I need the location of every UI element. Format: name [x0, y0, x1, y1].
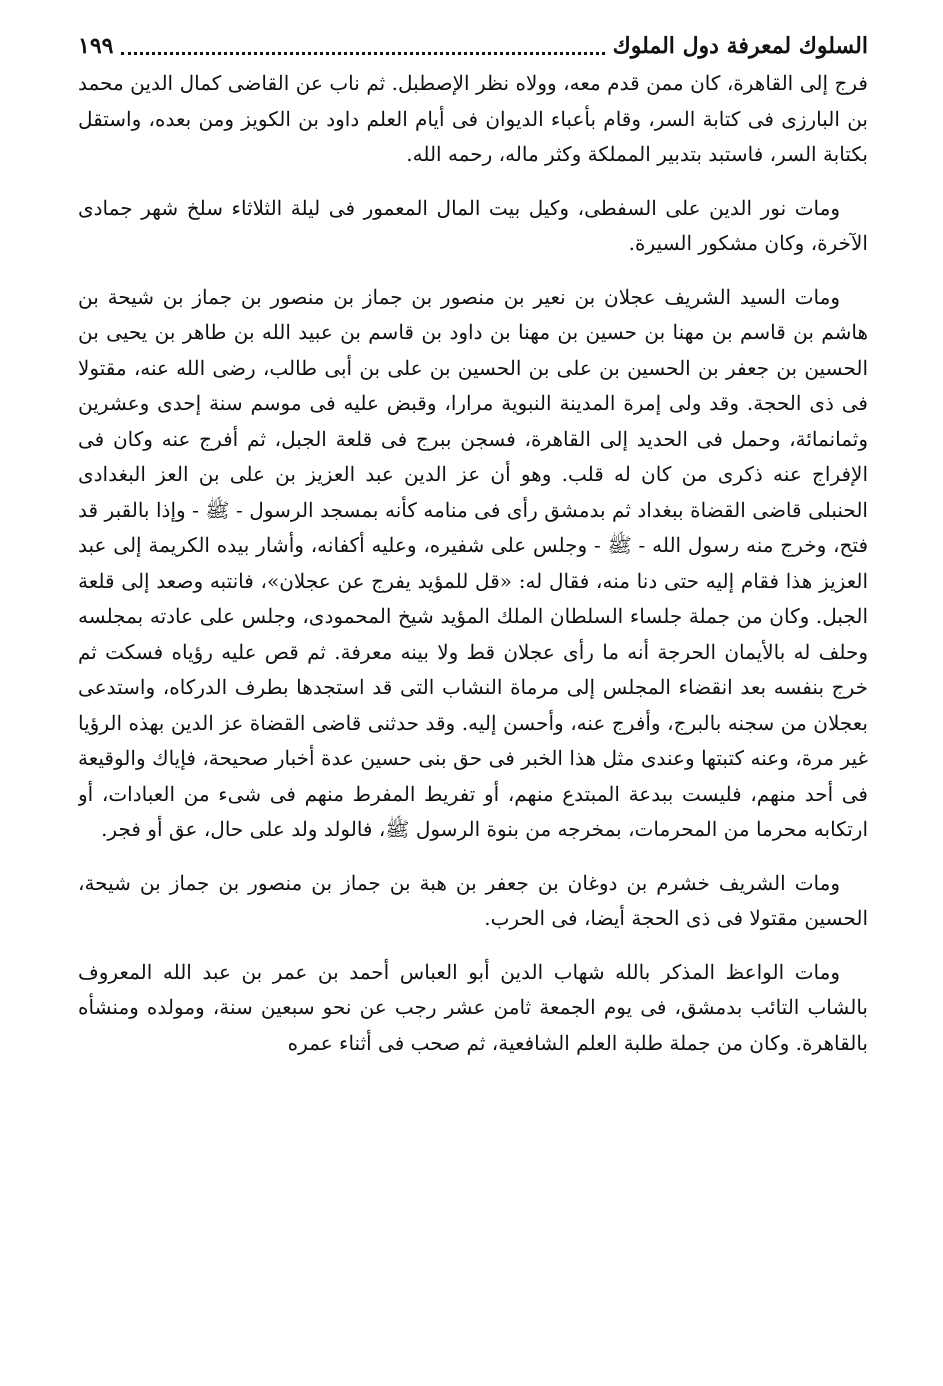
paragraph-ajlan: ومات السيد الشريف عجلان بن نعير بن منصور بن جماز بن منصور بن جماز بن شيحة بن هاشم بن قاسم بن مهنا بن حسين بن مهنا بن داود بن قاسم بن عبيد الله بن طاهر بن يحيى بن الحسين بن جعفر بن الحسين بن على بن الحسين بن على بن أبى طالب، رضى الله عنه، مقتولا فى ذى الحجة. وقد ولى إمرة المدينة النبوية مرارا، وقبض عليه فى موسم سنة إحدى وعشرين وثمانمائة، وحمل فى الحديد إلى القاهرة، فسجن ببرج فى قلعة الجبل، ثم أفرج عنه وكان فى الإفراج عنه ذكرى من كان له قلب. وهو أن عز الدين عبد العزيز بن على بن العز البغدادى الحنبلى قاضى القضاة ببغداد ثم بدمشق رأى فى منامه كأنه بمسجد الرسول - ﷺ - وإذا بالقبر قد فتح، وخرج منه رسول الله - ﷺ - وجلس على شفيره، وعليه أكفانه، وأشار بيده الكريمة إلى عبد العزيز هذا فقام إليه حتى دنا منه، فقال له: «قل للمؤيد يفرج عن عجلان»، فانتبه وصعد إلى قلعة الجبل. وكان من جملة جلساء السلطان الملك المؤيد شيخ المحمودى، وجلس على عادته بمجلسه وحلف له بالأيمان الحرجة أنه ما رأى عجلان قط ولا بينه معرفة. ثم قص عليه رؤياه فسكت ثم خرج بنفسه بعد انقضاء المجلس إلى مرماة النشاب التى قد استجدها بطرف الدركاه، واستدعى بعجلان من سجنه بالبرج، وأفرج عنه، وأحسن إليه. وقد حدثنى قاضى القضاة عز الدين بهذه الرؤيا غير مرة، وعنه كتبتها وعندى مثل هذا الخبر فى حق بنى حسين عدة أخبار صحيحة، فإياك والوقيعة فى أحد منهم، فليست ببدعة المبتدع منهم، أو تفريط المفرط منهم فى شىء من العبادات، أو ارتكابه محرما من المحرمات، بمخرجه من بنوة الرسول ﷺ، فالولد ولد على حال، عق أو فجر.	[78, 284, 868, 841]
book-page	[78, 28, 868, 1368]
dotted-leader	[121, 52, 604, 55]
body-text	[78, 66, 868, 1061]
paragraph-nur-al-din: ومات نور الدين على السفطى، وكيل بيت المال المعمور فى ليلة الثلاثاء سلخ شهر جمادى الآخرة، وكان مشكور السيرة.	[78, 195, 868, 255]
paragraph-shihab-al-din: ومات الواعظ المذكر بالله شهاب الدين أبو العباس أحمد بن عمر بن عبد الله المعروف بالشاب التائب بدمشق، فى يوم الجمعة ثامن عشر رجب عن نحو سبعين سنة، ومولده ومنشأه بالقاهرة. وكان من جملة طلبة العلم الشافعية، ثم صحب فى أثناء عمره	[78, 959, 868, 1055]
page-number: ١٩٩	[78, 33, 114, 59]
running-header	[78, 28, 868, 64]
paragraph-continuation: فرج إلى القاهرة، كان ممن قدم معه، وولاه نظر الإصطبل. ثم ناب عن القاضى كمال الدين محمد بن البارزى فى كتابة السر، وقام بأعباء الديوان فى أيام العلم داود بن الكويز ومن بعده، واستقل بكتابة السر، فاستبد بتدبير المملكة وكثر ماله، رحمه الله.	[78, 71, 868, 166]
paragraph-khashram: ومات الشريف خشرم بن دوغان بن جعفر بن هبة بن جماز بن منصور بن جماز بن شيحة، الحسين مقتولا فى ذى الحجة أيضا، فى الحرب.	[78, 870, 868, 930]
book-title: السلوك لمعرفة دول الملوك	[612, 33, 868, 59]
